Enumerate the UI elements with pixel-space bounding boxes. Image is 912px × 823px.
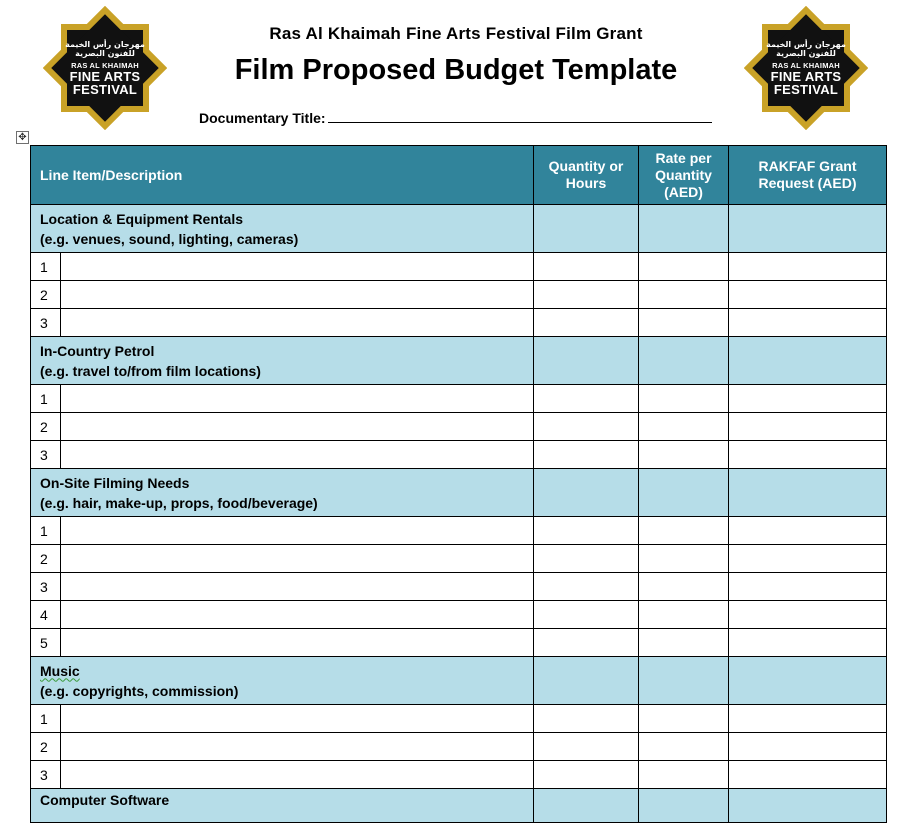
grant-cell[interactable]: [729, 517, 887, 545]
table-row: [31, 705, 887, 733]
section-name: On-Site Filming Needs: [40, 474, 190, 491]
rate-cell[interactable]: [639, 309, 729, 337]
row-number: 3: [31, 309, 61, 337]
quantity-cell[interactable]: [534, 253, 639, 281]
table-row: [31, 413, 887, 441]
logo-arabic-line2: للفنون البصرية: [75, 49, 135, 58]
grant-cell[interactable]: [729, 385, 887, 413]
description-cell[interactable]: [61, 413, 534, 441]
section-example: (e.g. venues, sound, lighting, cameras): [40, 230, 299, 247]
rate-cell[interactable]: [639, 629, 729, 657]
grant-cell[interactable]: [729, 281, 887, 309]
rate-cell[interactable]: [639, 733, 729, 761]
documentary-title-field[interactable]: [199, 108, 712, 126]
page-title: Film Proposed Budget Template: [234, 54, 678, 86]
section-row: [31, 657, 887, 705]
section-label-cell[interactable]: [31, 205, 534, 253]
table-row: [31, 629, 887, 657]
table-header-row: [31, 146, 887, 205]
rate-cell[interactable]: [639, 385, 729, 413]
table-row: [31, 309, 887, 337]
section-example: (e.g. hair, make-up, props, food/beverage): [40, 494, 318, 511]
quantity-cell[interactable]: [534, 441, 639, 469]
col-header-quantity: Quantity or Hours: [534, 146, 639, 205]
row-number: 2: [31, 413, 61, 441]
rate-cell[interactable]: [639, 761, 729, 789]
rate-cell[interactable]: [639, 281, 729, 309]
rate-cell[interactable]: [639, 413, 729, 441]
section-quantity-cell[interactable]: [534, 337, 639, 385]
section-name: In-Country Petrol: [40, 342, 155, 359]
row-number: 1: [31, 705, 61, 733]
section-grant-cell[interactable]: [729, 337, 887, 385]
table-row: [31, 517, 887, 545]
description-cell[interactable]: [61, 309, 534, 337]
section-rate-cell[interactable]: [639, 469, 729, 517]
logo-arabic-line2: للفنون البصرية: [776, 49, 836, 58]
logo-line2: FINE ARTS: [69, 69, 141, 84]
quantity-cell[interactable]: [534, 413, 639, 441]
quantity-cell[interactable]: [534, 385, 639, 413]
description-cell[interactable]: [61, 545, 534, 573]
section-row: [31, 205, 887, 253]
grant-cell[interactable]: [729, 629, 887, 657]
quantity-cell[interactable]: [534, 281, 639, 309]
col-header-description: Line Item/Description: [31, 146, 534, 205]
description-cell[interactable]: [61, 281, 534, 309]
table-row: [31, 761, 887, 789]
grant-cell[interactable]: [729, 761, 887, 789]
section-label-cell[interactable]: [31, 337, 534, 385]
description-cell[interactable]: [61, 761, 534, 789]
quantity-cell[interactable]: [534, 733, 639, 761]
row-number: 4: [31, 601, 61, 629]
rate-cell[interactable]: [639, 441, 729, 469]
row-number: 3: [31, 761, 61, 789]
section-grant-cell[interactable]: [729, 469, 887, 517]
description-cell[interactable]: [61, 441, 534, 469]
row-number: 2: [31, 281, 61, 309]
grant-cell[interactable]: [729, 573, 887, 601]
row-number: 5: [31, 629, 61, 657]
row-number: 3: [31, 573, 61, 601]
grant-cell[interactable]: [729, 413, 887, 441]
section-quantity-cell[interactable]: [534, 205, 639, 253]
row-number: 3: [31, 441, 61, 469]
section-rate-cell[interactable]: [639, 657, 729, 705]
section-quantity-cell[interactable]: [534, 469, 639, 517]
quantity-cell[interactable]: [534, 517, 639, 545]
rate-cell[interactable]: [639, 253, 729, 281]
logo-arabic-line1: مهرجان رأس الخيمة: [65, 40, 145, 49]
rate-cell[interactable]: [639, 705, 729, 733]
rate-cell[interactable]: [639, 517, 729, 545]
table-row: [31, 545, 887, 573]
grant-subtitle: Ras Al Khaimah Fine Arts Festival Film Grant: [269, 24, 643, 43]
table-row: [31, 733, 887, 761]
row-number: 1: [31, 385, 61, 413]
logo-line2: FINE ARTS: [770, 69, 842, 84]
quantity-cell[interactable]: [534, 629, 639, 657]
description-cell[interactable]: [61, 629, 534, 657]
grant-cell[interactable]: [729, 441, 887, 469]
quantity-cell[interactable]: [534, 601, 639, 629]
rate-cell[interactable]: [639, 601, 729, 629]
grant-cell[interactable]: [729, 705, 887, 733]
quantity-cell[interactable]: [534, 545, 639, 573]
col-header-grant-request: RAKFAF Grant Request (AED): [729, 146, 887, 205]
table-row: [31, 281, 887, 309]
quantity-cell[interactable]: [534, 761, 639, 789]
rate-cell[interactable]: [639, 573, 729, 601]
grant-cell[interactable]: [729, 545, 887, 573]
section-grant-cell[interactable]: [729, 657, 887, 705]
section-example: (e.g. copyrights, commission): [40, 682, 239, 699]
grant-cell[interactable]: [729, 253, 887, 281]
section-rate-cell[interactable]: [639, 337, 729, 385]
description-cell[interactable]: [61, 705, 534, 733]
section-grant-cell[interactable]: [729, 205, 887, 253]
documentary-title-label: Documentary Title:: [199, 110, 326, 126]
description-cell[interactable]: [61, 517, 534, 545]
row-number: 1: [31, 517, 61, 545]
table-row: [31, 385, 887, 413]
logo-arabic-line1: مهرجان رأس الخيمة: [766, 40, 846, 49]
description-cell[interactable]: [61, 573, 534, 601]
section-row: [31, 469, 887, 517]
logo-line1: RAS AL KHAIMAH: [772, 61, 840, 70]
description-cell[interactable]: [61, 601, 534, 629]
section-name: Computer Software: [40, 792, 170, 808]
table-row: [31, 573, 887, 601]
row-number: 2: [31, 545, 61, 573]
quantity-cell[interactable]: [534, 309, 639, 337]
section-example: (e.g. travel to/from film locations): [40, 362, 261, 379]
description-cell[interactable]: [61, 385, 534, 413]
logo-line3: FESTIVAL: [72, 82, 138, 97]
table-move-handle-icon[interactable]: ✥: [16, 131, 29, 144]
row-number: 1: [31, 253, 61, 281]
logo-line1: RAS AL KHAIMAH: [71, 61, 139, 70]
description-cell[interactable]: [61, 733, 534, 761]
description-cell[interactable]: [61, 253, 534, 281]
budget-table: [30, 145, 887, 823]
section-name: Location & Equipment Rentals: [40, 210, 244, 227]
table-row: [31, 601, 887, 629]
grant-cell[interactable]: [729, 601, 887, 629]
section-quantity-cell[interactable]: [534, 657, 639, 705]
grant-cell[interactable]: [729, 733, 887, 761]
section-name: Music: [40, 662, 80, 679]
grant-cell[interactable]: [729, 309, 887, 337]
col-header-rate: Rate per Quantity (AED): [639, 146, 729, 205]
section-row: [31, 337, 887, 385]
section-rate-cell[interactable]: [639, 205, 729, 253]
row-number: 2: [31, 733, 61, 761]
table-row: [31, 253, 887, 281]
section-label-cell[interactable]: [31, 657, 534, 705]
section-label-cell[interactable]: [31, 469, 534, 517]
documentary-title-blank[interactable]: [328, 108, 712, 123]
quantity-cell[interactable]: [534, 705, 639, 733]
rate-cell[interactable]: [639, 545, 729, 573]
table-row: [31, 441, 887, 469]
logo-line3: FESTIVAL: [773, 82, 839, 97]
quantity-cell[interactable]: [534, 573, 639, 601]
